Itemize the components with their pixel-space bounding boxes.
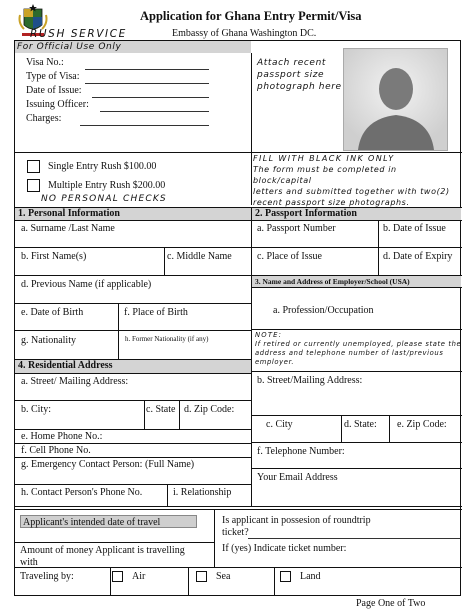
passport-date-of-issue-field[interactable]: b. Date of Issue bbox=[383, 223, 446, 234]
single-entry-checkbox[interactable] bbox=[27, 160, 40, 173]
employer-state-field[interactable]: d. State: bbox=[344, 419, 377, 430]
date-of-expiry-field[interactable]: d. Date of Expiry bbox=[383, 251, 453, 262]
official-use-heading: For Official Use Only bbox=[15, 41, 251, 53]
zip-code-field[interactable]: d. Zip Code: bbox=[184, 404, 235, 415]
passport-photo-placeholder[interactable] bbox=[343, 48, 448, 151]
date-of-issue-label: Date of Issue: bbox=[26, 85, 82, 96]
multiple-entry-label: Multiple Entry Rush $200.00 bbox=[48, 180, 166, 191]
previous-name-field[interactable]: d. Previous Name (if applicable) bbox=[21, 279, 152, 290]
roundtrip-question: Is applicant in possesion of roundtrip ticket? bbox=[222, 515, 371, 538]
surname-field[interactable]: a. Surname /Last Name bbox=[21, 223, 115, 234]
charges-label: Charges: bbox=[26, 113, 62, 124]
former-nationality-field[interactable]: h. Former Nationality (if any) bbox=[125, 335, 209, 343]
employer-street-field[interactable]: b. Street/Mailing Address: bbox=[257, 375, 363, 386]
passport-info-heading: 2. Passport Information bbox=[252, 208, 461, 220]
form-title: Application for Ghana Entry Permit/Visa bbox=[140, 9, 362, 23]
nationality-field[interactable]: g. Nationality bbox=[21, 335, 76, 346]
sea-label: Sea bbox=[216, 571, 231, 582]
email-address-field[interactable]: Your Email Address bbox=[257, 472, 338, 483]
traveling-by-label: Traveling by: bbox=[20, 571, 74, 582]
intended-travel-date-label: Applicant's intended date of travel bbox=[20, 515, 197, 528]
no-personal-checks: NO PERSONAL CHECKS bbox=[41, 194, 167, 204]
first-names-field[interactable]: b. First Name(s) bbox=[21, 251, 87, 262]
ticket-number-label: If (yes) Indicate ticket number: bbox=[222, 543, 347, 554]
residential-heading: 4. Residential Address bbox=[15, 360, 251, 373]
sea-checkbox[interactable] bbox=[196, 571, 207, 582]
rush-service-label: RUSH SERVICE bbox=[30, 28, 127, 40]
air-checkbox[interactable] bbox=[112, 571, 123, 582]
ticket-number-field[interactable] bbox=[358, 543, 460, 557]
employer-section-heading: 3. Name and Address of Employer/School (USA) bbox=[252, 276, 461, 287]
page-number: Page One of Two bbox=[356, 598, 426, 609]
place-of-issue-field[interactable]: c. Place of Issue bbox=[257, 251, 322, 262]
middle-name-field[interactable]: c. Middle Name bbox=[167, 251, 232, 262]
state-field[interactable]: c. State bbox=[146, 404, 176, 415]
employer-note: NOTE: If retired or currently unemployed, please state the address and telephone number of last/previous employer. bbox=[255, 331, 462, 366]
place-of-birth-field[interactable]: f. Place of Birth bbox=[124, 307, 188, 318]
relationship-field[interactable]: i. Relationship bbox=[173, 487, 232, 498]
visa-number-label: Visa No.: bbox=[26, 57, 64, 68]
passport-number-field[interactable]: a. Passport Number bbox=[257, 223, 336, 234]
street-address-field[interactable]: a. Street/ Mailing Address: bbox=[21, 376, 129, 387]
amount-of-money-label: Amount of money Applicant is travelling with bbox=[20, 545, 185, 568]
contact-phone-field[interactable]: h. Contact Person's Phone No. bbox=[21, 487, 143, 498]
air-label: Air bbox=[132, 571, 146, 582]
single-entry-label: Single Entry Rush $100.00 bbox=[48, 161, 157, 172]
city-field[interactable]: b. City: bbox=[21, 404, 52, 415]
date-of-birth-field[interactable]: e. Date of Birth bbox=[21, 307, 84, 318]
home-phone-field[interactable]: e. Home Phone No.: bbox=[21, 431, 103, 442]
land-label: Land bbox=[300, 571, 321, 582]
employer-phone-field[interactable]: f. Telephone Number: bbox=[257, 446, 345, 457]
multiple-entry-checkbox[interactable] bbox=[27, 179, 40, 192]
employer-city-field[interactable]: c. City bbox=[266, 419, 293, 430]
ink-note: FILL WITH BLACK INK ONLY The form must be completed in block/capital letters and submitted together with two(2) recent passport size photographs. bbox=[253, 154, 450, 207]
occupation-field[interactable]: a. Profession/Occupation bbox=[273, 305, 374, 316]
visa-type-label: Type of Visa: bbox=[26, 71, 80, 82]
photo-instruction: Attach recent passport size photograph here bbox=[257, 58, 342, 92]
personal-info-heading: 1. Personal Information bbox=[15, 208, 251, 220]
land-checkbox[interactable] bbox=[280, 571, 291, 582]
intended-travel-date-field[interactable] bbox=[198, 514, 213, 542]
issuing-officer-label: Issuing Officer: bbox=[26, 99, 89, 110]
employer-zip-field[interactable]: e. Zip Code: bbox=[397, 419, 447, 430]
embassy-subtitle: Embassy of Ghana Washington DC. bbox=[172, 28, 317, 39]
cell-phone-field[interactable]: f. Cell Phone No. bbox=[21, 445, 91, 456]
emergency-contact-field[interactable]: g. Emergency Contact Person: (Full Name) bbox=[21, 459, 195, 470]
